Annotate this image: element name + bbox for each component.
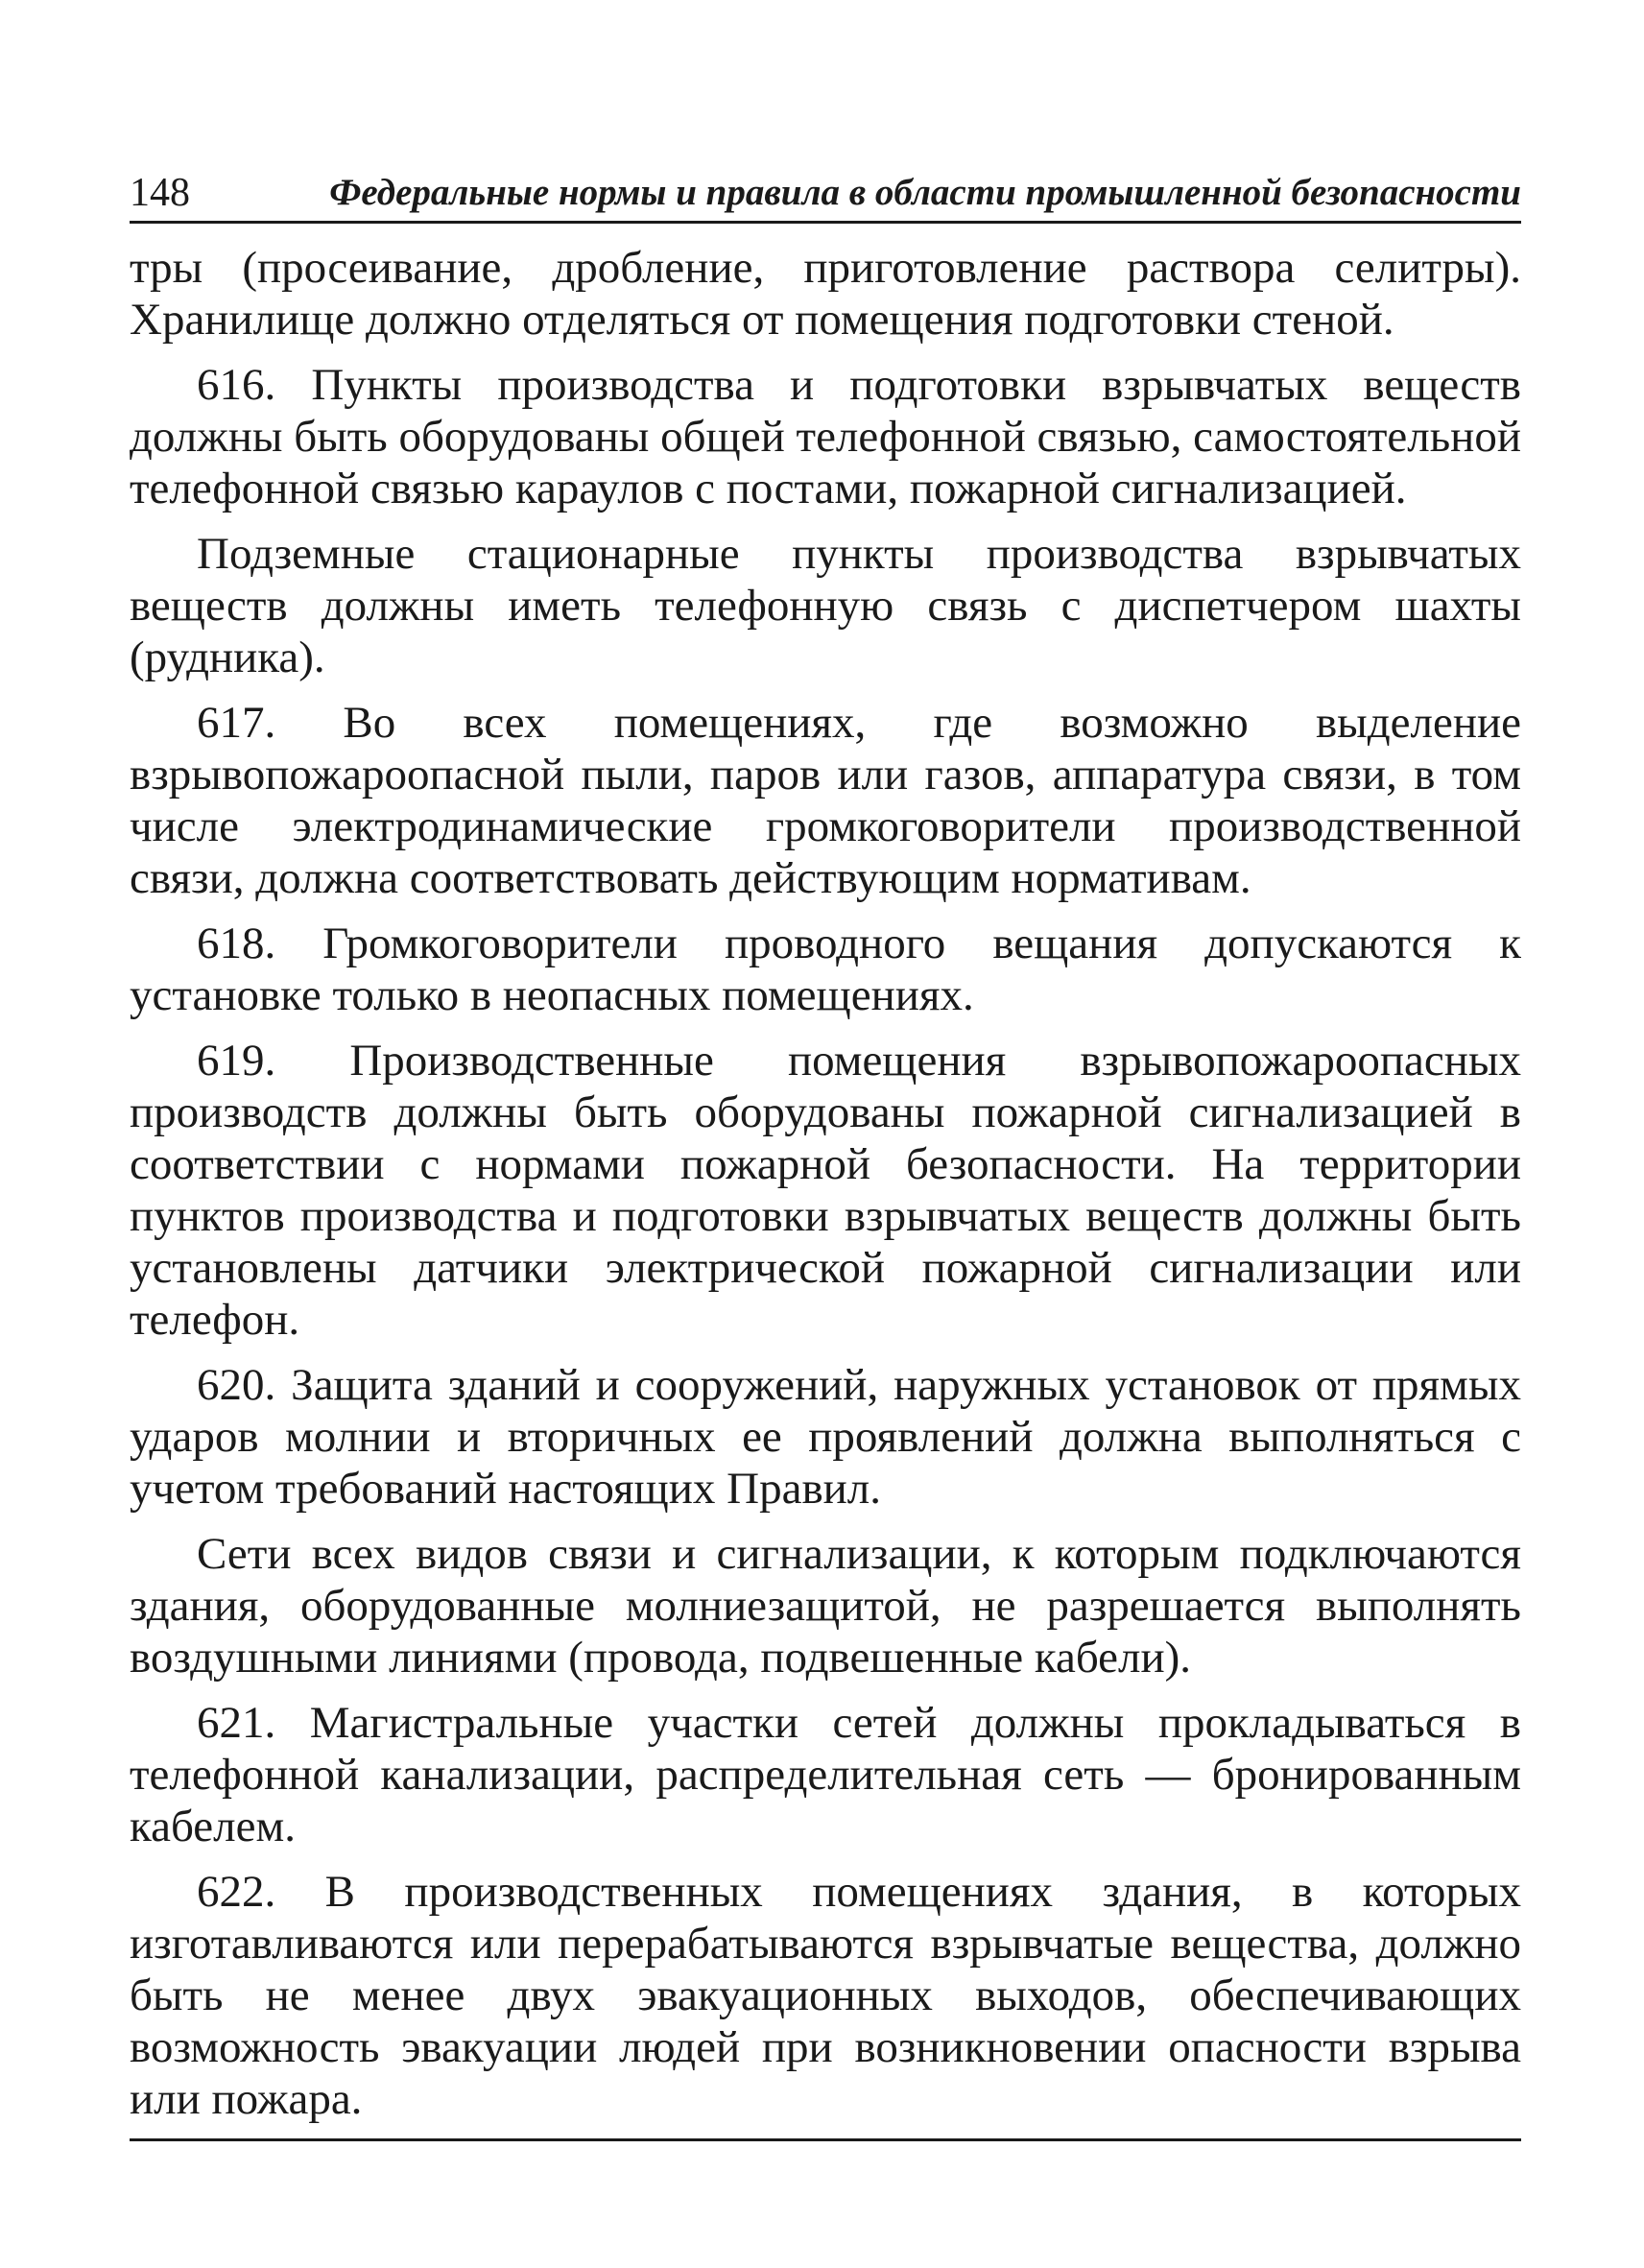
paragraph-619: 619. Производственные помещения взрывопожароопасных производств должны быть оборудованы пожарной сигнализацией в соответствии с нормами пожарной безопасности. На территории пунктов производства и подготовки взрывчатых веществ должны быть установлены датчики электрической пожарной сигнализации или телефон. xyxy=(130,1036,1521,1345)
paragraph-618: 618. Громкоговорители проводного вещания допускаются к установке только в неопасных помещениях. xyxy=(130,919,1521,1020)
paragraph-616: 616. Пункты производства и подготовки взрывчатых веществ должны быть оборудованы общей телефонной связью, самостоятельной телефонной связью караулов с постами, пожарной сигнализацией. xyxy=(130,360,1521,513)
paragraph-622: 622. В производственных помещениях здания, в которых изготавливаются или перерабатываются взрывчатые вещества, должно быть не менее двух эвакуационных выходов, обеспечивающих возможность эвакуации людей при возникновении опасности взрыва или пожара. xyxy=(130,1867,1521,2124)
page-header xyxy=(130,165,1521,224)
paragraph-617: 617. Во всех помещениях, где возможно выделение взрывопожароопасной пыли, паров или газов, аппаратура связи, в том числе электродинамические громкоговорители производственной связи, должна соответствовать действующим нормативам. xyxy=(130,698,1521,903)
bottom-rule xyxy=(130,2138,1521,2141)
paragraph-620-networks: Сети всех видов связи и сигнализации, к которым подключаются здания, оборудованные молниезащитой, не разрешается выполнять воздушными линиями (провода, подвешенные кабели). xyxy=(130,1529,1521,1683)
paragraph-616-underground: Подземные стационарные пункты производства взрывчатых веществ должны иметь телефонную связь с диспетчером шахты (рудника). xyxy=(130,529,1521,682)
running-title: Федеральные нормы и правила в области промышленной безопасности xyxy=(329,172,1521,213)
paragraph-620: 620. Защита зданий и сооружений, наружных установок от прямых ударов молнии и вторичных ее проявлений должна выполняться с учетом требований настоящих Правил. xyxy=(130,1360,1521,1514)
page-number: 148 xyxy=(130,171,190,215)
body-text xyxy=(130,242,1521,2138)
paragraph-621: 621. Магистральные участки сетей должны прокладываться в телефонной канализации, распределительная сеть — бронированным кабелем. xyxy=(130,1698,1521,1851)
paragraph-continuation: тры (просеивание, дробление, приготовление раствора селитры). Хранилище должно отделяться от помещения подготовки стеной. xyxy=(130,243,1521,345)
